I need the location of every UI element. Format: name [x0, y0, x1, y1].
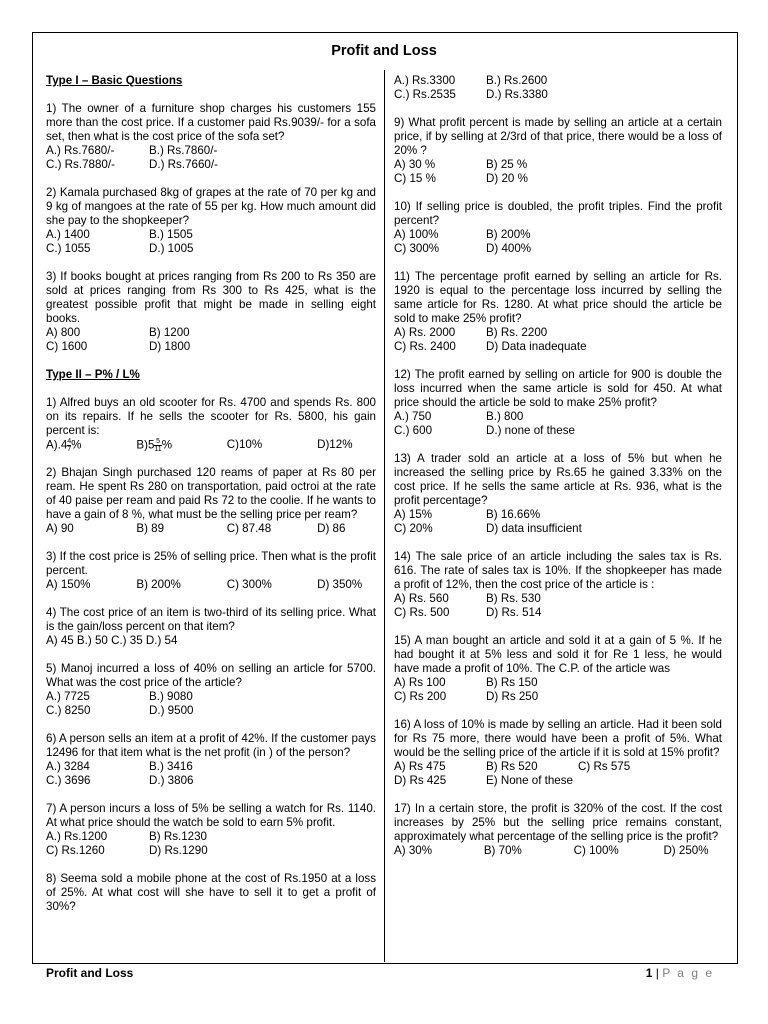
question [46, 606, 376, 648]
option: C) Rs 575 [578, 760, 631, 773]
option: B) Rs 520 [486, 760, 538, 773]
option-row [46, 774, 376, 788]
option: B) 200% [486, 228, 531, 241]
option-row [394, 690, 722, 704]
right-column [394, 74, 722, 858]
option: B.) 3416 [149, 760, 193, 773]
option: D) Rs 250 [486, 690, 539, 703]
option: B) 70% [483, 844, 522, 857]
option-row [394, 74, 722, 88]
option: B) 1200 [149, 326, 190, 339]
option: C) 87.48 [226, 522, 272, 535]
option: A) Rs 100 [394, 676, 446, 689]
option: B) 200% [136, 578, 181, 591]
option-row [46, 844, 376, 858]
option-row [46, 690, 376, 704]
page-word: P a g e [662, 966, 714, 980]
option: A.) 750 [394, 410, 432, 423]
question [394, 200, 722, 256]
option: B) Rs.1230 [149, 830, 207, 843]
question-text: 5) Manoj incurred a loss of 40% on selling an article for 5700. What was the cost price of the article? [46, 662, 376, 689]
question [394, 550, 722, 620]
option: D.) 1005 [149, 242, 194, 255]
option: C.) 1055 [46, 242, 91, 255]
page-title: Profit and Loss [331, 43, 437, 59]
option-row [46, 522, 376, 536]
option-row [46, 326, 376, 340]
option-row [394, 410, 722, 424]
option: C.) 600 [394, 424, 433, 437]
option-row [394, 676, 722, 690]
option: C) 100% [573, 844, 619, 857]
option-row [394, 172, 722, 186]
option: B) Rs. 530 [486, 592, 541, 605]
question-text: 12) The profit earned by selling on article for 900 is double the loss incurred when the same article is sold for 450. At what price should the article be sold to make 25% profit? [394, 368, 722, 409]
option: C.) Rs.2535 [394, 88, 456, 101]
question-text: 4) The cost price of an item is two-third of its selling price. What is the gain/loss percent on that item? [46, 606, 376, 633]
option [46, 438, 136, 452]
option-row [46, 144, 376, 158]
section-heading: Type II – P% / L% [46, 368, 140, 381]
option-suffix: % [161, 438, 172, 452]
option: B.) Rs.2600 [486, 74, 548, 87]
option: A.) Rs.1200 [46, 830, 108, 843]
left-column [46, 74, 376, 914]
option: D) 86 [317, 522, 346, 535]
option-row [394, 774, 722, 788]
option: A.) 3284 [46, 760, 90, 773]
option: C.) Rs.7880/- [46, 158, 115, 171]
question [394, 802, 722, 858]
option: D) Data inadequate [486, 340, 587, 353]
option: C.) 8250 [46, 704, 91, 717]
option-row [394, 760, 722, 774]
option: D) Rs 425 [394, 774, 447, 787]
question [46, 802, 376, 858]
option: A.) 7725 [46, 690, 90, 703]
fraction-denominator: 7 [67, 446, 72, 453]
option: A) 15% [394, 508, 433, 521]
option-row [394, 340, 722, 354]
option: D) 1800 [149, 340, 191, 353]
page-number: 1 [645, 966, 653, 980]
option: C) 15 % [394, 172, 436, 185]
option-row [394, 592, 722, 606]
option: D.) Rs.7660/- [149, 158, 218, 171]
option: D) 20 % [486, 172, 528, 185]
option: C) Rs. 500 [394, 606, 450, 619]
option: C) Rs 200 [394, 690, 447, 703]
question [394, 116, 722, 186]
question [46, 872, 376, 914]
section-heading: Type I – Basic Questions [46, 74, 183, 87]
page-footer [46, 966, 714, 984]
option: A) 100% [394, 228, 439, 241]
option: A) Rs. 2000 [394, 326, 456, 339]
option: C)10% [226, 438, 263, 451]
question [46, 102, 376, 172]
option: D) 400% [486, 242, 532, 255]
option: B.) 9080 [149, 690, 193, 703]
option: A) 150% [46, 578, 91, 591]
question-text: 3) If the cost price is 25% of selling price. Then what is the profit percent. [46, 550, 376, 577]
question-text: 1) Alfred buys an old scooter for Rs. 4700 and spends Rs. 800 on its repairs. If he sells the scooter for Rs. 5800, his gain percent is: [46, 396, 376, 437]
page-separator: | [652, 966, 663, 980]
option: D.) Rs.3380 [486, 88, 548, 101]
question-text: 17) In a certain store, the profit is 320% of the cost. If the cost increases by 25% but the selling price remains constant, approximately what percentage of the selling price is the profit? [394, 802, 722, 843]
footer-page [646, 966, 714, 980]
option: D) Rs.1290 [149, 844, 208, 857]
option: B) Rs. 2200 [486, 326, 548, 339]
option: D)12% [317, 438, 353, 451]
option-row [46, 228, 376, 242]
option-row [46, 438, 376, 452]
fraction-numerator: 5 [156, 438, 160, 445]
question [46, 466, 376, 536]
option-row [394, 606, 722, 620]
question-text: 15) A man bought an article and sold it at a gain of 5 %. If he had bought it at 5% less and sold it for Re 1 less, he would have made a profit of 10%. The C.P. of the article was [394, 634, 722, 675]
option-row [394, 242, 722, 256]
question [394, 452, 722, 536]
fraction [154, 438, 161, 453]
option-inline: A) 45 B.) 50 C.) 35 D.) 54 [46, 634, 178, 647]
option-suffix: % [71, 438, 82, 452]
option: A.) Rs.3300 [394, 74, 456, 87]
option: D) data insufficient [486, 522, 582, 535]
question [394, 368, 722, 438]
option: B.) 1505 [149, 228, 193, 241]
question [46, 396, 376, 452]
fraction-numerator: 4 [67, 438, 72, 445]
option: A) 90 [46, 522, 74, 535]
option-prefix: B)5 [136, 438, 155, 452]
option: C) Rs. 2400 [394, 340, 456, 353]
option: C.) 3696 [46, 774, 91, 787]
option: D) 250% [663, 844, 709, 857]
option-row [394, 424, 722, 438]
question-text: 2) Bhajan Singh purchased 120 reams of paper at Rs 80 per ream. He spent Rs 280 on transportation, paid octroi at the rate of 40 paise per ream and paid Rs 72 to the coolie. If he wants to have a gain of 8 %, what must be the selling price per ream? [46, 466, 376, 521]
question-text: 14) The sale price of an article including the sales tax is Rs. 616. The rate of sales tax is 10%. If the shopkeeper has made a profit of 12%, then the cost price of the article is : [394, 550, 722, 591]
question [46, 186, 376, 256]
option-row [394, 522, 722, 536]
option-row [46, 830, 376, 844]
option: D) 350% [317, 578, 363, 591]
option: A) 30% [394, 844, 433, 857]
option: D) Rs. 514 [486, 606, 542, 619]
option-prefix: A).4 [46, 438, 68, 452]
option: C) 20% [394, 522, 433, 535]
option-row [46, 760, 376, 774]
option: B) 25 % [486, 158, 528, 171]
question-text: 10) If selling price is doubled, the profit triples. Find the profit percent? [394, 200, 722, 227]
option: A) 800 [46, 326, 81, 339]
option: B) Rs 150 [486, 676, 538, 689]
question [46, 550, 376, 592]
question-text: 9) What profit percent is made by selling an article at a certain price, if by selling at 2/3rd of that price, there would be a loss of 20% ? [394, 116, 722, 157]
option-row [46, 340, 376, 354]
question [394, 718, 722, 788]
option: C) 300% [394, 242, 440, 255]
option: D.) 9500 [149, 704, 194, 717]
question [46, 662, 376, 718]
question-text: 7) A person incurs a loss of 5% be selling a watch for Rs. 1140. At what price should the watch be sold to earn 5% profit. [46, 802, 376, 829]
option: C) 300% [226, 578, 272, 591]
question-text: 11) The percentage profit earned by selling an article for Rs. 1920 is equal to the percentage loss incurred by selling the same article for Rs. 1280. At what price should the article be sold to make 25% profit? [394, 270, 722, 325]
option [578, 774, 698, 788]
question [394, 634, 722, 704]
option-row [394, 228, 722, 242]
option-row [394, 88, 722, 102]
question-text: 1) The owner of a furniture shop charges his customers 155 more than the cost price. If a customer paid Rs.9039/- for a sofa set, then what is the cost price of the sofa set? [46, 102, 376, 143]
option-row [394, 326, 722, 340]
option: A.) Rs.7680/- [46, 144, 115, 157]
option: B.) Rs.7860/- [149, 144, 218, 157]
question-text: 13) A trader sold an article at a loss of 5% but when he increased the selling price by Rs.65 he gained 3.33% on the cost price. If he sells the same article at Rs. 936, what is the profit percentage? [394, 452, 722, 507]
option: D.) 3806 [149, 774, 194, 787]
question-text: 16) A loss of 10% is made by selling an article. Had it been sold for Rs 75 more, there would have been a profit of 5%. What would be the selling price of the article if it is sold at 15% profit? [394, 718, 722, 759]
option: B) 16.66% [486, 508, 541, 521]
footer-title: Profit and Loss [46, 966, 134, 980]
option: B) 89 [136, 522, 165, 535]
option: A.) 1400 [46, 228, 90, 241]
option: C) Rs.1260 [46, 844, 105, 857]
option: A) Rs 475 [394, 760, 446, 773]
option-row [394, 508, 722, 522]
column-divider [384, 70, 385, 962]
option: A) 30 % [394, 158, 436, 171]
question-text: 8) Seema sold a mobile phone at the cost of Rs.1950 at a loss of 25%. At what cost will she have to sell it to get a profit of 30%? [46, 872, 376, 913]
option-row [394, 158, 722, 172]
option-row [46, 242, 376, 256]
fraction-denominator: 11 [154, 446, 162, 453]
option-row [46, 158, 376, 172]
option: D.) none of these [486, 424, 575, 437]
question-text: 2) Kamala purchased 8kg of grapes at the rate of 70 per kg and 9 kg of mangoes at the rate of 55 per kg. How much amount did she pay to the shopkeeper? [46, 186, 376, 227]
option: B.) 800 [486, 410, 524, 423]
option-row [394, 844, 722, 858]
option-row [46, 578, 376, 592]
question [46, 270, 376, 354]
question-text: 3) If books bought at prices ranging from Rs 200 to Rs 350 are sold at prices ranging from Rs 300 to Rs 425, what is the greatest possible profit that might be made in selling eight books. [46, 270, 376, 325]
question [46, 732, 376, 788]
option [136, 438, 226, 452]
question-text: 6) A person sells an item at a profit of 42%. If the customer pays 12496 for that item what is the net profit (in ) of the person? [46, 732, 376, 759]
option-row [46, 704, 376, 718]
question [394, 270, 722, 354]
option: A) Rs. 560 [394, 592, 449, 605]
option: C) 1600 [46, 340, 88, 353]
option: E) None of these [486, 774, 574, 787]
